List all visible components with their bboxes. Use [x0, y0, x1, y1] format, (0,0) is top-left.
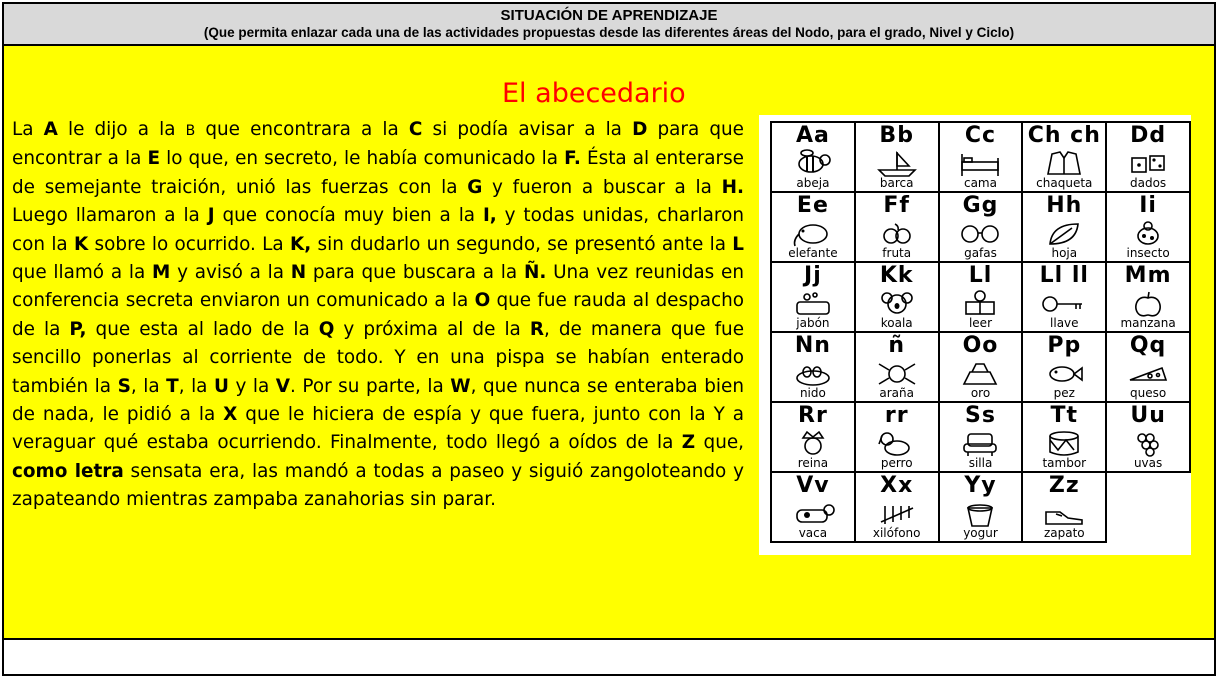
highlighted-letter: R	[529, 318, 545, 340]
cell-letters: Hh	[1046, 193, 1083, 218]
story-fragment: sensata era, las mandó a todas a paseo y siguió zangoloteando y zapateando mientras zampaba zanahorias sin parar.	[12, 460, 744, 511]
lesson-title: El abecedario	[502, 78, 686, 109]
highlighted-letter: F.	[564, 148, 581, 170]
spider-icon	[856, 358, 938, 388]
boat-icon	[856, 148, 938, 178]
highlighted-letter: C	[408, 119, 423, 140]
highlighted-letter: G	[467, 176, 483, 198]
bed-icon	[940, 148, 1022, 178]
cell-letters: Oo	[962, 333, 999, 358]
alphabet-cell	[939, 332, 1023, 402]
highlighted-letter: M	[152, 262, 171, 284]
story-fragment: que fue rauda al despacho de la	[12, 290, 744, 340]
alphabet-cell	[1022, 332, 1106, 402]
fruit-icon	[856, 218, 938, 248]
empty-cell	[1106, 472, 1190, 542]
story-fragment: Una vez reunidas en conferencia secreta enviaron un comunicado a la	[12, 262, 745, 312]
cell-letters: Mm	[1124, 263, 1172, 288]
alphabet-cell	[1106, 122, 1190, 192]
alphabet-cell	[1106, 402, 1190, 472]
cell-word: perro	[880, 456, 913, 470]
grapes-icon	[1107, 428, 1189, 458]
cell-letters: rr	[884, 403, 909, 428]
story-fragment: que encontrara a la	[195, 119, 409, 140]
highlighted-letter: V	[275, 375, 291, 397]
alphabet-cell	[1022, 122, 1106, 192]
story-fragment: , que nunca se enteraba bien de nada, le pidió a la	[12, 375, 744, 426]
highlighted-letter: H.	[721, 176, 744, 198]
cell-letters: Tt	[1050, 403, 1079, 428]
cell-letters: Yy	[964, 473, 997, 498]
highlighted-letter: D	[632, 119, 648, 140]
alphabet-cell	[771, 192, 855, 262]
highlighted-letter: W	[450, 375, 471, 397]
cell-word: pez	[1053, 386, 1075, 400]
dog-icon	[856, 428, 938, 458]
story-text	[12, 116, 744, 515]
story-fragment: sin dudarlo un segundo, se presentó ante la	[311, 233, 733, 255]
alphabet-cell	[855, 122, 939, 192]
dice-icon	[1107, 148, 1189, 178]
alphabet-cell	[1022, 402, 1106, 472]
alphabet-cell	[939, 472, 1023, 542]
cell-letters: Nn	[794, 333, 831, 358]
story-fragment: , la	[178, 375, 214, 397]
highlighted-letter: J	[207, 205, 215, 227]
story-fragment: y próxima al de la	[334, 318, 530, 340]
cell-letters: Uu	[1130, 403, 1166, 428]
alphabet-cell	[1022, 472, 1106, 542]
alphabet-chart	[759, 115, 1191, 555]
cell-word: reina	[797, 456, 829, 470]
alphabet-cell	[1106, 262, 1190, 332]
highlighted-letter: O	[474, 290, 491, 312]
jacket-icon	[1023, 148, 1105, 178]
chair-icon	[940, 428, 1022, 458]
insect-icon	[1107, 218, 1189, 248]
cell-word: koala	[880, 316, 913, 330]
highlighted-letter: U	[213, 375, 229, 397]
cell-letters: Qq	[1129, 333, 1167, 358]
cell-letters: Ss	[965, 403, 996, 428]
story-fragment: . Por su parte, la	[290, 375, 451, 397]
header-subtitle: (Que permita enlazar cada una de las actividades propuestas desde las diferentes áreas del Nodo, para el grado, Nivel y Ciclo)	[203, 25, 1015, 40]
highlighted-letter: T	[166, 375, 179, 397]
document-frame	[2, 2, 1216, 676]
koala-icon	[856, 288, 938, 318]
cheese-icon	[1107, 358, 1189, 388]
alphabet-cell	[771, 122, 855, 192]
elephant-icon	[772, 218, 854, 248]
queen-icon	[772, 428, 854, 458]
cell-word: xilófono	[872, 526, 921, 540]
story-fragment: si podía avisar a la	[422, 119, 633, 140]
cell-word: tambor	[1042, 456, 1087, 470]
highlighted-letter: N	[290, 262, 307, 284]
nest-icon	[772, 358, 854, 388]
cell-letters: Aa	[795, 123, 830, 148]
story-fragment: lo que, en secreto, le había comunicado la	[160, 148, 565, 170]
header-title: SITUACIÓN DE APRENDIZAJE	[500, 7, 718, 24]
gold-icon	[940, 358, 1022, 388]
cell-word: zapato	[1043, 526, 1085, 540]
cell-letters: Ll	[968, 263, 993, 288]
alphabet-cell	[939, 122, 1023, 192]
apple-icon	[1107, 288, 1189, 318]
cell-letters: Bb	[879, 123, 914, 148]
story-fragment: que,	[695, 432, 745, 454]
cow-icon	[772, 498, 854, 528]
highlighted-letter: E	[147, 148, 161, 170]
reading-icon	[940, 288, 1022, 318]
highlighted-letter: P,	[69, 318, 87, 340]
cell-word: manzana	[1120, 316, 1176, 330]
cell-word: fruta	[882, 246, 912, 260]
drum-icon	[1023, 428, 1105, 458]
cell-word: abeja	[796, 176, 830, 190]
cell-letters: Vv	[796, 473, 830, 498]
alphabet-cell	[771, 262, 855, 332]
cell-letters: Rr	[798, 403, 828, 428]
story-fragment: le dijo a la	[57, 119, 186, 140]
highlighted-letter: como letra	[12, 460, 124, 482]
cell-letters: Zz	[1048, 473, 1080, 498]
cell-letters: Ii	[1139, 193, 1157, 218]
story-fragment: y la	[228, 375, 276, 397]
cell-letters: Ch ch	[1027, 123, 1101, 148]
cell-letters: Gg	[962, 193, 999, 218]
story-fragment: Ésta al enterarse de semejante traición, unió las fuerzas con la	[12, 148, 744, 198]
story-fragment: y fueron a buscar a la	[482, 176, 722, 198]
bee-icon	[772, 148, 854, 178]
highlighted-letter: Z	[681, 432, 696, 454]
cell-word: cama	[963, 176, 997, 190]
cell-word: dados	[1130, 176, 1167, 190]
cell-word: chaqueta	[1036, 176, 1093, 190]
cell-letters: Ff	[883, 193, 910, 218]
story-fragment: para que encontrar a la	[12, 119, 744, 170]
alphabet-cell	[939, 262, 1023, 332]
cell-letters: Ll ll	[1039, 263, 1089, 288]
fish-icon	[1023, 358, 1105, 388]
alphabet-cell	[855, 332, 939, 402]
alphabet-grid	[770, 121, 1191, 543]
cell-word: hoja	[1051, 246, 1078, 260]
cell-word: yogur	[963, 526, 998, 540]
cell-word: insecto	[1126, 246, 1170, 260]
cell-word: queso	[1129, 386, 1167, 400]
cell-word: nido	[799, 386, 826, 400]
alphabet-cell	[939, 192, 1023, 262]
highlighted-letter: L	[732, 233, 744, 255]
alphabet-cell	[855, 472, 939, 542]
shoe-icon	[1023, 498, 1105, 528]
alphabet-cell	[771, 332, 855, 402]
story-fragment: que conocía muy bien a la	[214, 205, 483, 227]
alphabet-cell	[771, 402, 855, 472]
highlighted-letter: S	[117, 375, 131, 397]
cell-letters: Pp	[1047, 333, 1082, 358]
cell-word: llave	[1050, 316, 1079, 330]
alphabet-cell	[855, 402, 939, 472]
yogurt-icon	[940, 498, 1022, 528]
highlighted-letter: K	[74, 233, 89, 255]
alphabet-cell	[939, 402, 1023, 472]
cell-word: oro	[970, 386, 991, 400]
cell-word: elefante	[788, 246, 838, 260]
cell-letters: ñ	[888, 333, 906, 358]
cell-word: jabón	[796, 316, 830, 330]
story-fragment: La	[12, 119, 44, 140]
small-letter: B	[185, 123, 196, 139]
story-fragment: que llamó a la	[12, 262, 152, 284]
cell-word: leer	[968, 316, 993, 330]
alphabet-cell	[855, 262, 939, 332]
cell-word: barca	[879, 176, 914, 190]
story-fragment: y todas unidas, charlaron con la	[12, 205, 745, 255]
story-fragment: que esta al lado de la	[86, 318, 319, 340]
alphabet-cell	[1022, 192, 1106, 262]
highlighted-letter: Q	[318, 318, 335, 340]
cell-letters: Jj	[804, 263, 822, 288]
highlighted-letter: A	[43, 119, 58, 140]
cell-letters: Xx	[880, 473, 914, 498]
highlighted-letter: Ñ.	[523, 262, 547, 284]
cell-letters: Ee	[796, 193, 829, 218]
cell-letters: Cc	[964, 123, 997, 148]
alphabet-cell	[1106, 192, 1190, 262]
story-fragment: que le hiciera de espía y que fuera, junto con la Y a veraguar qué estaba ocurriendo. Finalmente, todo llegó a oídos de la	[12, 404, 744, 454]
key-icon	[1023, 288, 1105, 318]
alphabet-cell	[771, 472, 855, 542]
highlighted-letter: X	[223, 404, 238, 426]
leaf-icon	[1023, 218, 1105, 248]
cell-letters: Kk	[879, 263, 914, 288]
cell-word: silla	[968, 456, 993, 470]
story-fragment: , de manera que fue sencillo ponerlas al corriente de todo. Y en una pispa se habían enterado también la	[12, 318, 745, 397]
alphabet-cell	[1106, 332, 1190, 402]
cell-letters: Dd	[1130, 123, 1167, 148]
cell-word: araña	[879, 386, 914, 400]
alphabet-cell	[855, 192, 939, 262]
lesson-panel	[4, 46, 1214, 640]
xylophone-icon	[856, 498, 938, 528]
cell-word: uvas	[1133, 456, 1163, 470]
story-fragment: sobre lo ocurrido. La	[88, 233, 290, 255]
highlighted-letter: I,	[482, 205, 497, 227]
story-fragment: , la	[130, 375, 167, 397]
header-bar	[4, 4, 1214, 46]
alphabet-cell	[1022, 262, 1106, 332]
highlighted-letter: K,	[289, 233, 312, 255]
glasses-icon	[940, 218, 1022, 248]
story-fragment: para que buscara a la	[306, 262, 524, 284]
soap-icon	[772, 288, 854, 318]
story-fragment: Luego llamaron a la	[12, 205, 208, 227]
cell-word: vaca	[798, 526, 828, 540]
story-fragment: y avisó a la	[170, 262, 291, 284]
cell-word: gafas	[964, 246, 997, 260]
